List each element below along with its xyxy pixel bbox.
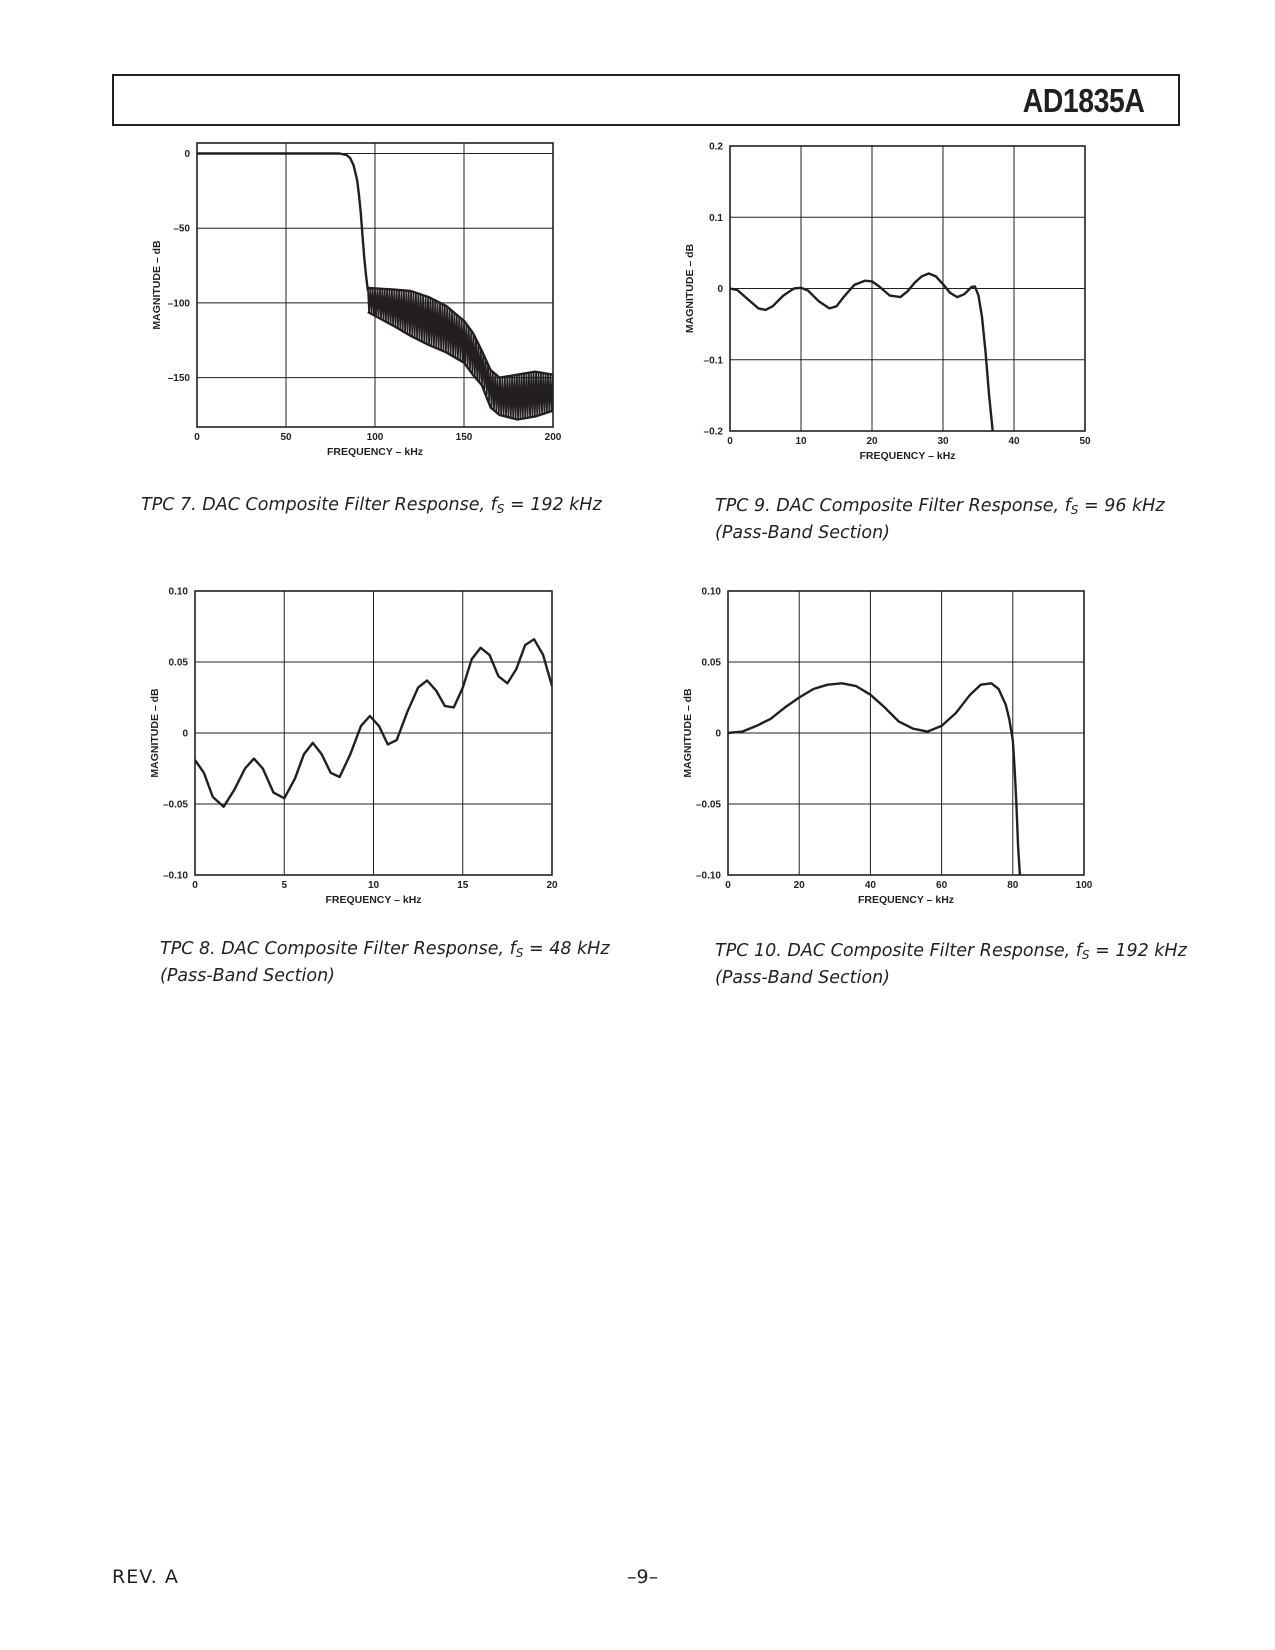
- x-tick-label: 50: [1079, 436, 1091, 447]
- caption-tpc9-prefix: TPC 9. DAC Composite Filter Response, f: [715, 496, 1071, 516]
- x-tick-label: 10: [367, 880, 380, 891]
- x-tick-label: 0: [192, 880, 198, 891]
- chart-tpc9: [684, 140, 1150, 480]
- y-tick-label: 0.05: [168, 657, 188, 669]
- caption-tpc10-suffix: = 192 kHz: [1089, 941, 1187, 961]
- y-tick-label: 0: [184, 148, 190, 160]
- x-tick-label: 100: [1075, 880, 1093, 891]
- x-axis-label: FREQUENCY – kHz: [326, 446, 424, 458]
- caption-tpc10-sub: S: [1081, 948, 1090, 962]
- caption-tpc9-suffix: = 96 kHz: [1078, 496, 1165, 516]
- stopband-ripple: [368, 288, 554, 419]
- series-line-1: [728, 683, 1020, 875]
- caption-tpc9: [715, 495, 1165, 545]
- caption-tpc8: [160, 938, 610, 988]
- y-tick-label: –0.05: [162, 799, 188, 811]
- chart-tpc7: [140, 140, 590, 480]
- x-tick-label: 60: [936, 880, 948, 891]
- x-tick-label: 5: [281, 880, 288, 891]
- x-tick-label: 0: [727, 436, 733, 447]
- caption-tpc10-line2: (Pass-Band Section): [715, 968, 890, 988]
- y-tick-label: 0.05: [701, 657, 721, 669]
- y-tick-label: –50: [173, 223, 190, 235]
- x-tick-label: 200: [544, 432, 562, 443]
- y-tick-label: –150: [167, 373, 190, 385]
- y-tick-label: –0.2: [703, 426, 723, 438]
- series-line-1: [197, 154, 368, 292]
- y-tick-label: 0: [717, 284, 723, 295]
- y-tick-label: 0: [715, 728, 721, 740]
- x-axis-label: FREQUENCY – kHz: [325, 894, 422, 906]
- y-axis-label: MAGNITUDE – dB: [151, 240, 163, 330]
- caption-tpc7-suffix: = 192 kHz: [504, 495, 602, 515]
- x-tick-label: 0: [725, 880, 731, 891]
- caption-tpc9-line2: (Pass-Band Section): [715, 523, 890, 543]
- y-tick-label: –100: [167, 298, 190, 310]
- x-tick-label: 50: [280, 432, 292, 443]
- caption-tpc10: [715, 940, 1187, 990]
- footer-revision: REV. A: [112, 1566, 179, 1588]
- y-axis-label: MAGNITUDE – dB: [149, 688, 161, 778]
- x-tick-label: 20: [866, 436, 878, 447]
- x-tick-label: 150: [455, 432, 473, 443]
- caption-tpc7-prefix: TPC 7. DAC Composite Filter Response, f: [141, 495, 497, 515]
- y-axis-label: MAGNITUDE – dB: [684, 243, 696, 334]
- x-tick-label: 0: [194, 432, 200, 443]
- x-axis-label: FREQUENCY – kHz: [857, 894, 955, 906]
- part-number: AD1835A: [1022, 82, 1144, 119]
- x-tick-label: 40: [864, 880, 876, 891]
- x-tick-label: 40: [1008, 436, 1020, 447]
- caption-tpc10-prefix: TPC 10. DAC Composite Filter Response, f: [715, 941, 1082, 961]
- y-tick-label: 0.2: [709, 141, 723, 153]
- y-tick-label: 0.1: [709, 212, 723, 224]
- caption-tpc8-line2: (Pass-Band Section): [160, 966, 335, 986]
- x-tick-label: 15: [457, 880, 469, 891]
- y-tick-label: 0.10: [168, 586, 188, 598]
- x-axis-label: FREQUENCY – kHz: [859, 450, 956, 462]
- caption-tpc7: [141, 494, 602, 521]
- y-tick-label: 0.10: [701, 586, 721, 598]
- x-tick-label: 30: [937, 436, 949, 447]
- x-tick-label: 10: [795, 436, 807, 447]
- series-line-1: [730, 274, 993, 432]
- y-tick-label: –0.1: [703, 355, 723, 367]
- page-header-box: [112, 74, 1180, 126]
- footer-page-number: –9–: [627, 1566, 659, 1588]
- caption-tpc7-sub: S: [496, 502, 505, 516]
- chart-tpc8: [140, 585, 590, 925]
- y-tick-label: –0.05: [695, 799, 721, 811]
- chart-tpc10: [682, 585, 1150, 925]
- caption-tpc8-suffix: = 48 kHz: [523, 939, 610, 959]
- y-axis-label: MAGNITUDE – dB: [682, 688, 694, 778]
- caption-tpc9-sub: S: [1070, 503, 1079, 517]
- caption-tpc8-sub: S: [515, 946, 524, 960]
- x-tick-label: 20: [546, 880, 558, 891]
- y-tick-label: –0.10: [695, 870, 721, 882]
- y-tick-label: –0.10: [162, 870, 188, 882]
- y-tick-label: 0: [182, 728, 188, 740]
- caption-tpc8-prefix: TPC 8. DAC Composite Filter Response, f: [160, 939, 516, 959]
- x-tick-label: 80: [1007, 880, 1019, 891]
- x-tick-label: 100: [366, 432, 384, 443]
- x-tick-label: 20: [793, 880, 805, 891]
